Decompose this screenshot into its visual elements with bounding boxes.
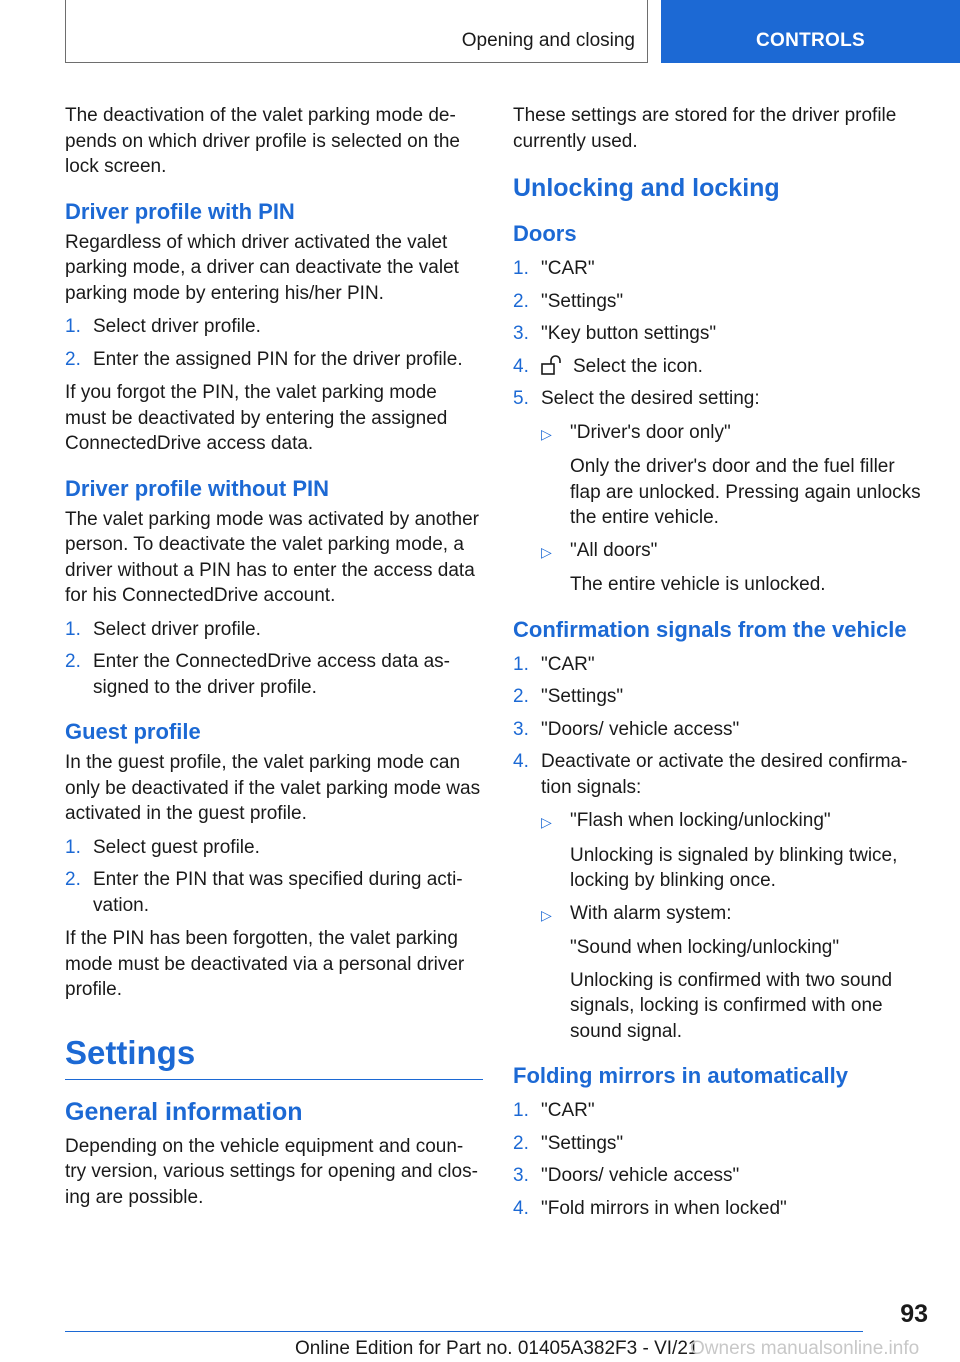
unlock-icon	[541, 355, 563, 375]
heading-settings: Settings	[65, 1033, 483, 1080]
triangle-bullet-icon: ▷	[541, 425, 552, 442]
intro-paragraph: The deactivation of the valet parking mode de-pends on which driver profile is selected on the lock screen.	[65, 105, 461, 177]
bullet-description: Unlocking is confirmed with two sound signals, locking is confirmed with one sound signal.	[570, 969, 893, 1042]
paragraph: If the PIN has been forgotten, the valet parking mode must be deactivated via a personal driver profile.	[65, 928, 465, 1000]
paragraph: In the guest profile, the valet parking mode can only be deactivated if the valet parking mode was activated in the guest profile.	[65, 752, 481, 824]
list-item: 3. "Doors/ vehicle access"	[513, 718, 740, 740]
list-item: 1. Select driver profile.	[65, 618, 261, 640]
left-column	[65, 103, 483, 1216]
numbered-list	[65, 314, 483, 372]
list-item: 3. "Doors/ vehicle access"	[513, 1165, 740, 1186]
right-column	[513, 103, 928, 1229]
numbered-list	[65, 835, 483, 919]
list-item: 2. Enter the PIN that was specified during acti-vation.	[65, 869, 463, 916]
triangle-bullet-icon: ▷	[541, 814, 552, 830]
paragraph: Depending on the vehicle equipment and coun-try version, various settings for opening and clos-ing are possible.	[65, 1135, 478, 1208]
heading-general-information: General information	[65, 1097, 303, 1126]
bullet-item: ▷ With alarm system:	[541, 901, 928, 929]
heading-confirmation-signals: Confirmation signals from the vehicle	[513, 616, 907, 642]
watermark: Owners manualsonline.info	[690, 1338, 920, 1359]
intro-paragraph: These settings are stored for the driver profile currently used.	[513, 105, 897, 152]
footer-edition: Online Edition for Part no. 01405A382F3 - VI/21	[295, 1338, 699, 1359]
triangle-bullet-icon: ▷	[541, 543, 552, 560]
list-item: 1. "CAR"	[513, 1100, 595, 1121]
page-number: 93	[900, 1300, 928, 1328]
bullet-list	[541, 420, 928, 598]
list-item: 1. "CAR"	[513, 258, 595, 279]
heading-guest-profile: Guest profile	[65, 719, 201, 744]
list-item: 1. Select driver profile.	[65, 316, 261, 337]
bullet-item: ▷ "Flash when locking/unlocking"	[541, 808, 928, 836]
list-item: 4. "Fold mirrors in when locked"	[513, 1197, 787, 1219]
heading-doors: Doors	[513, 221, 577, 246]
heading-driver-profile-pin: Driver profile with PIN	[65, 198, 295, 224]
footer-divider	[65, 1331, 863, 1332]
list-item: 1. Select guest profile.	[65, 836, 260, 858]
list-item: 4. Select the icon.	[513, 355, 703, 377]
list-item: 2. Enter the ConnectedDrive access data as-signed to the driver profile.	[65, 651, 450, 698]
bullet-description: The entire vehicle is unlocked.	[570, 574, 826, 595]
bullet-item: ▷ "All doors"	[541, 538, 928, 566]
paragraph: Regardless of which driver activated the valet parking mode, a driver can deactivate the valet parking mode by entering his/her PIN.	[65, 231, 459, 304]
list-item: 1. "CAR"	[513, 653, 595, 675]
bullet-description: Only the driver's door and the fuel filler flap are unlocked. Pressing again unlocks the entire vehicle.	[570, 456, 921, 528]
header-chapter-badge: CONTROLS	[661, 0, 960, 63]
bullet-list	[541, 808, 928, 1044]
list-item: 2. "Settings"	[513, 290, 624, 312]
paragraph: If you forgot the PIN, the valet parking mode must be deactivated by entering the assigned ConnectedDrive access data.	[65, 382, 448, 454]
list-item: 2. "Settings"	[513, 686, 624, 707]
numbered-list	[513, 1098, 928, 1221]
heading-driver-profile-no-pin: Driver profile without PIN	[65, 475, 330, 501]
heading-folding-mirrors: Folding mirrors in automatically	[513, 1063, 848, 1088]
numbered-list	[513, 256, 928, 412]
paragraph: The valet parking mode was activated by another person. To deactivate the valet parking mode, a driver without a PIN has to enter the access data for his ConnectedDrive account.	[65, 508, 480, 606]
list-item: 5. Select the desired setting:	[513, 388, 760, 409]
list-item: 2. Enter the assigned PIN for the driver profile.	[65, 348, 463, 370]
numbered-list	[513, 652, 928, 801]
numbered-list	[65, 617, 483, 701]
header-section-title: Opening and closing	[461, 30, 635, 51]
list-item: 4. Deactivate or activate the desired confirma-tion signals:	[513, 751, 908, 798]
list-item: 3. "Key button settings"	[513, 323, 717, 344]
heading-unlocking-locking: Unlocking and locking	[513, 174, 780, 202]
bullet-subitem: "Sound when locking/unlocking"	[570, 937, 840, 958]
bullet-item: ▷ "Driver's door only"	[541, 420, 928, 448]
list-item: 2. "Settings"	[513, 1132, 624, 1154]
bullet-description: Unlocking is signaled by blinking twice, locking by blinking once.	[570, 844, 898, 891]
triangle-bullet-icon: ▷	[541, 906, 552, 923]
